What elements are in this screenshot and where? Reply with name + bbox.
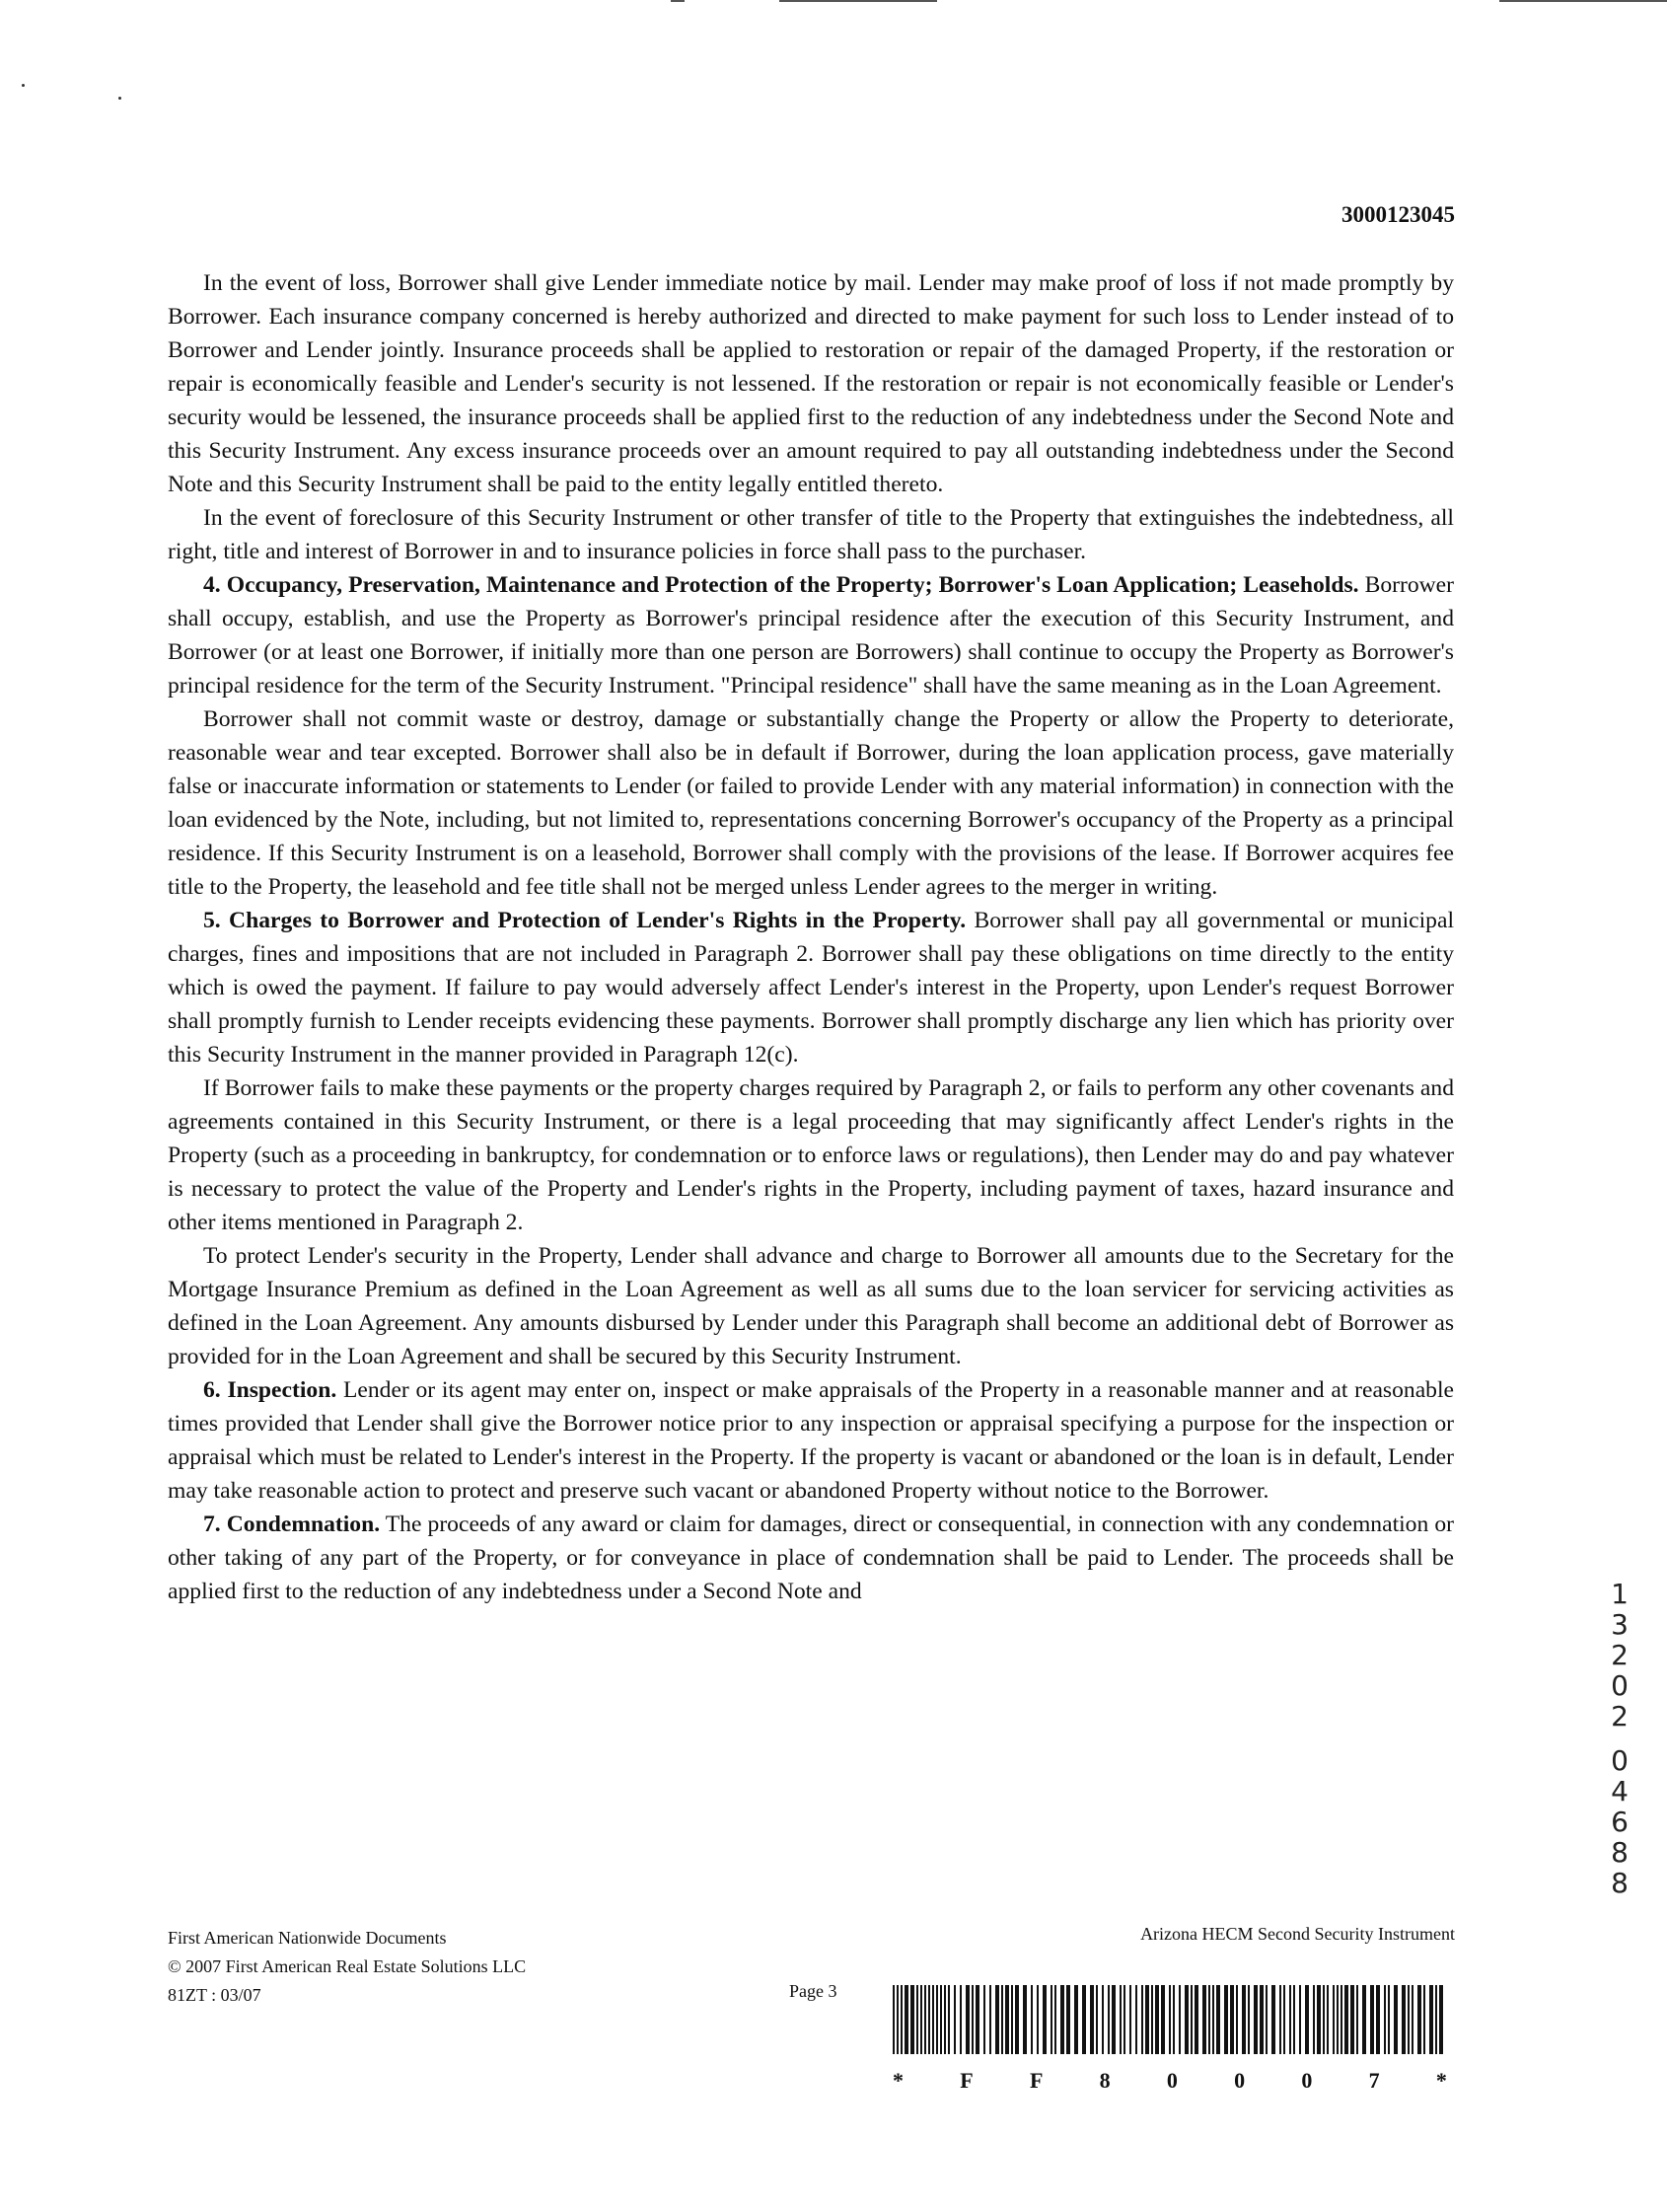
document-body	[168, 266, 1454, 1608]
barcode-bar	[1271, 1985, 1275, 2054]
barcode-char: 7	[1368, 2068, 1380, 2093]
barcode-bar	[1333, 1985, 1335, 2054]
barcode-bar	[1408, 1985, 1410, 2054]
barcode-bar	[995, 1985, 999, 2054]
barcode-char: F	[960, 2068, 974, 2093]
side-stamp-char: 6	[1611, 1806, 1629, 1838]
barcode-char: 0	[1301, 2068, 1313, 2093]
side-stamp-char: 2	[1611, 1639, 1629, 1671]
barcode-bar	[1289, 1985, 1291, 2054]
barcode-bar	[1313, 1985, 1315, 2054]
barcode-bar	[1060, 1985, 1064, 2054]
page-number: Page 3	[789, 1981, 837, 2001]
barcode-char: 0	[1166, 2068, 1178, 2093]
section-5-heading: 5. Charges to Borrower and Protection of Lender's Rights in the Property.	[203, 908, 967, 933]
form-title: Arizona HECM Second Security Instrument	[1140, 1924, 1455, 1944]
barcode-bar	[1102, 1985, 1104, 2054]
barcode-bar	[1417, 1985, 1421, 2054]
barcode-bar	[1341, 1985, 1342, 2054]
barcode-bar	[1001, 1985, 1003, 2054]
barcode-bar	[940, 1985, 942, 2054]
paragraph-insurance-loss: In the event of loss, Borrower shall give Lender immediate notice by mail. Lender may make proof of loss if not made promptly by Borrower. Each insurance company concerned is hereby authorized and directed to make payment for such loss to Lender instead of to Borrower and Lender jointly. Insurance proceeds shall be applied to restoration or repair of the damaged Property, if the restoration or repair is economically feasible and Lender's security is not lessened. If the restoration or repair is not economically feasible or Lender's security would be lessened, the insurance proceeds shall be applied first to the reduction of any indebtedness under the Second Note and this Security Instrument. Any excess insurance proceeds over an amount required to pay all outstanding indebtedness under the Second Note and this Security Instrument shall be paid to the entity legally entitled thereto.	[168, 270, 1454, 497]
barcode-bar	[1015, 1985, 1019, 2054]
barcode-bar	[960, 1985, 962, 2054]
barcode-bar	[1429, 1985, 1433, 2054]
side-stamp-char: 3	[1611, 1608, 1629, 1641]
barcode-bar	[1350, 1985, 1354, 2054]
side-stamp-char: 4	[1611, 1775, 1629, 1807]
barcode-bar	[1169, 1985, 1171, 2054]
barcode-bar	[1011, 1985, 1013, 2054]
barcode-bar	[897, 1985, 899, 2054]
scan-mark	[779, 0, 937, 2]
barcode-bar	[1299, 1985, 1301, 2054]
footer-copyright-line: © 2007 First American Real Estate Solutions LLC	[168, 1956, 527, 1976]
section-5-paragraph-3: To protect Lender's security in the Property, Lender shall advance and charge to Borrower all amounts due to the Secretary for the Mortgage Insurance Premium as defined in the Loan Agreement as well as all sums due to the loan servicer for servicing activities as defined in the Loan Agreement. Any amounts disbursed by Lender under this Paragraph shall become an additional debt of Borrower as provided for in the Loan Agreement and shall be secured by this Security Instrument.	[168, 1243, 1454, 1369]
barcode-bar	[966, 1985, 970, 2054]
footer-form-code: 81ZT : 03/07	[168, 1985, 261, 2005]
section-7-heading: 7. Condemnation.	[203, 1512, 381, 1537]
barcode-bar	[1402, 1985, 1406, 2054]
barcode-bar	[1090, 1985, 1094, 2054]
section-7	[168, 1508, 1454, 1608]
barcode-bar	[1179, 1985, 1181, 2054]
barcode-bar	[1185, 1985, 1189, 2054]
barcode-bar	[910, 1985, 914, 2054]
barcode-bar	[1323, 1985, 1325, 2054]
barcode-bar	[1005, 1985, 1009, 2054]
side-stamp-char: 0	[1611, 1744, 1629, 1777]
barcode-bar	[1356, 1985, 1358, 2054]
barcode-bar	[1141, 1985, 1143, 2054]
barcode-bar	[1254, 1985, 1258, 2054]
barcode-bar	[1155, 1985, 1159, 2054]
barcode-char: *	[1435, 2068, 1447, 2093]
section-6	[168, 1373, 1454, 1508]
barcode-bar	[1439, 1985, 1443, 2054]
barcode-char: *	[893, 2068, 904, 2093]
barcode-bar	[1384, 1985, 1386, 2054]
barcode-bar	[1394, 1985, 1398, 2054]
barcode-bar	[1435, 1985, 1437, 2054]
scan-speck	[118, 97, 121, 100]
barcode-bar	[976, 1985, 979, 2054]
barcode-bar	[1151, 1985, 1153, 2054]
scan-marks	[0, 0, 1667, 12]
barcode-bar	[1096, 1985, 1098, 2054]
footer-publisher	[168, 1924, 526, 2010]
barcode-bar	[893, 1985, 895, 2054]
barcode-bar	[1037, 1985, 1039, 2054]
barcode-text	[893, 2068, 1447, 2094]
document-number: 3000123045	[1341, 202, 1455, 227]
barcode-char: 0	[1234, 2068, 1246, 2093]
barcode-bar	[1129, 1985, 1131, 2054]
section-4	[168, 568, 1454, 702]
barcode-bar	[1337, 1985, 1339, 2054]
footer-publisher-line: First American Nationwide Documents	[168, 1928, 447, 1948]
barcode-bar	[916, 1985, 918, 2054]
barcode-bar	[1066, 1985, 1070, 2054]
barcode-bar	[920, 1985, 922, 2054]
side-stamp-char: 2	[1611, 1700, 1629, 1733]
barcode-bar	[1173, 1985, 1175, 2054]
paragraph-foreclosure: In the event of foreclosure of this Security Instrument or other transfer of title to the Property that extinguishes the indebtedness, all right, title and interest of Borrower in and to insurance policies in force shall pass to the purchaser.	[168, 505, 1454, 564]
barcode-bar	[1074, 1985, 1078, 2054]
barcode-bar	[1327, 1985, 1329, 2054]
barcode-bar	[1266, 1985, 1268, 2054]
scan-mark	[671, 0, 685, 2]
barcode-bar	[948, 1985, 950, 2054]
barcode-bar	[1120, 1985, 1122, 2054]
barcode-bar	[983, 1985, 985, 2054]
barcode-bar	[1023, 1985, 1027, 2054]
barcode-bar	[932, 1985, 934, 2054]
barcode-bar	[924, 1985, 926, 2054]
barcode-bar	[1376, 1985, 1380, 2054]
barcode-bar	[1216, 1985, 1220, 2054]
section-7-text: The proceeds of any award or claim for damages, direct or consequential, in connection with any condemnation or other taking of any part of the Property, or for conveyance in place of condemnation shall be paid to Lender. The proceeds shall be applied first to the reduction of any indebtedness under a Second Note and	[168, 1512, 1454, 1604]
barcode-bar	[1054, 1985, 1056, 2054]
barcode-bar	[1043, 1985, 1047, 2054]
barcode-bar	[901, 1985, 903, 2054]
barcode-bar	[972, 1985, 974, 2054]
side-stamp-char: 8	[1611, 1867, 1629, 1899]
barcode-bar	[1202, 1985, 1206, 2054]
barcode-bar	[1344, 1985, 1348, 2054]
barcode-bar	[1283, 1985, 1285, 2054]
barcode-bar	[1208, 1985, 1210, 2054]
barcode-bar	[1260, 1985, 1264, 2054]
barcode-bar	[1108, 1985, 1110, 2054]
barcode-bar	[1362, 1985, 1366, 2054]
barcode-bar	[905, 1985, 908, 2054]
barcode-bar	[928, 1985, 930, 2054]
barcode-bar	[1145, 1985, 1149, 2054]
barcode-bar	[1242, 1985, 1246, 2054]
barcode-bar	[1212, 1985, 1214, 2054]
barcode-bar	[1051, 1985, 1052, 2054]
barcode-bar	[1412, 1985, 1413, 2054]
barcode	[893, 1985, 1447, 2054]
section-5	[168, 904, 1454, 1071]
side-stamp-char: 8	[1611, 1836, 1629, 1869]
section-5-paragraph-2: If Borrower fails to make these payments or the property charges required by Paragraph 2, or fails to perform any other covenants and agreements contained in this Security Instrument, or there is a legal proceeding that may significantly affect Lender's rights in the Property (such as a proceeding in bankruptcy, for condemnation or to enforce laws or regulations), then Lender may do and pay whatever is necessary to protect the value of the Property and Lender's rights in the Property, including payment of taxes, hazard insurance and other items mentioned in Paragraph 2.	[168, 1075, 1454, 1235]
side-stamp-char: 0	[1611, 1669, 1629, 1702]
section-6-heading: 6. Inspection.	[203, 1377, 337, 1403]
barcode-bar	[1388, 1985, 1390, 2054]
barcode-bar	[954, 1985, 956, 2054]
section-5-text: Borrower shall pay all governmental or municipal charges, fines and impositions that are not included in Paragraph 2. Borrower shall pay these obligations on time directly to the entity which is owed the payment. If failure to pay would adversely affect Lender's interest in the Property, upon Lender's request Borrower shall promptly furnish to Lender receipts evidencing these payments. Borrower shall promptly discharge any lien which has priority over this Security Instrument in the manner provided in Paragraph 12(c).	[168, 908, 1455, 1068]
barcode-bar	[1423, 1985, 1425, 2054]
section-4-heading: 4. Occupancy, Preservation, Maintenance and Protection of the Property; Borrower's Loan Application; Leaseholds.	[203, 572, 1359, 598]
barcode-char: 8	[1099, 2068, 1111, 2093]
barcode-bar	[1191, 1985, 1193, 2054]
side-stamp-char: 1	[1611, 1578, 1629, 1610]
barcode-bar	[1305, 1985, 1309, 2054]
barcode-bar	[1082, 1985, 1086, 2054]
barcode-bar	[1236, 1985, 1238, 2054]
barcode-bar	[1370, 1985, 1374, 2054]
barcode-bar	[1161, 1985, 1165, 2054]
barcode-bar	[936, 1985, 938, 2054]
barcode-bar	[944, 1985, 946, 2054]
barcode-bar	[1279, 1985, 1281, 2054]
section-6-text: Lender or its agent may enter on, inspect or make appraisals of the Property in a reasonable manner and at reasonable times provided that Lender shall give the Borrower notice prior to any inspection or appraisal specifying a purpose for the inspection or appraisal which must be related to Lender's interest in the Property. If the property is vacant or abandoned or the loan is in default, Lender may take reasonable action to protect and preserve such vacant or abandoned Property without notice to the Borrower.	[168, 1377, 1454, 1504]
barcode-bar	[1031, 1985, 1033, 2054]
barcode-bar	[1123, 1985, 1125, 2054]
barcode-bar	[1248, 1985, 1250, 2054]
section-4-text: Borrower shall occupy, establish, and use the Property as Borrower's principal residence after the execution of this Security Instrument, and Borrower (or at least one Borrower, if initially more than one person are Borrowers) shall continue to occupy the Property as Borrower's principal residence for the term of the Security Instrument. "Principal residence" shall have the same meaning as in the Loan Agreement.	[168, 572, 1455, 699]
scan-speck	[22, 84, 25, 87]
barcode-bar	[1317, 1985, 1321, 2054]
barcode-char: F	[1029, 2068, 1044, 2093]
side-stamp	[1600, 1579, 1639, 1898]
barcode-bar	[1230, 1985, 1234, 2054]
barcode-bar	[1135, 1985, 1137, 2054]
scan-mark	[1499, 0, 1667, 2]
barcode-bar	[989, 1985, 991, 2054]
barcode-bar	[1112, 1985, 1116, 2054]
barcode-bar	[1224, 1985, 1228, 2054]
barcode-bar	[1195, 1985, 1198, 2054]
barcode-bar	[1293, 1985, 1295, 2054]
section-4-paragraph-2: Borrower shall not commit waste or destroy, damage or substantially change the Property or allow the Property to deteriorate, reasonable wear and tear excepted. Borrower shall also be in default if Borrower, during the loan application process, gave materially false or inaccurate information or statements to Lender (or failed to provide Lender with any material information) in connection with the loan evidenced by the Note, including, but not limited to, representations concerning Borrower's occupancy of the Property as a principal residence. If this Security Instrument is on a leasehold, Borrower shall comply with the provisions of the lease. If Borrower acquires fee title to the Property, the leasehold and fee title shall not be merged unless Lender agrees to the merger in writing.	[168, 706, 1454, 900]
